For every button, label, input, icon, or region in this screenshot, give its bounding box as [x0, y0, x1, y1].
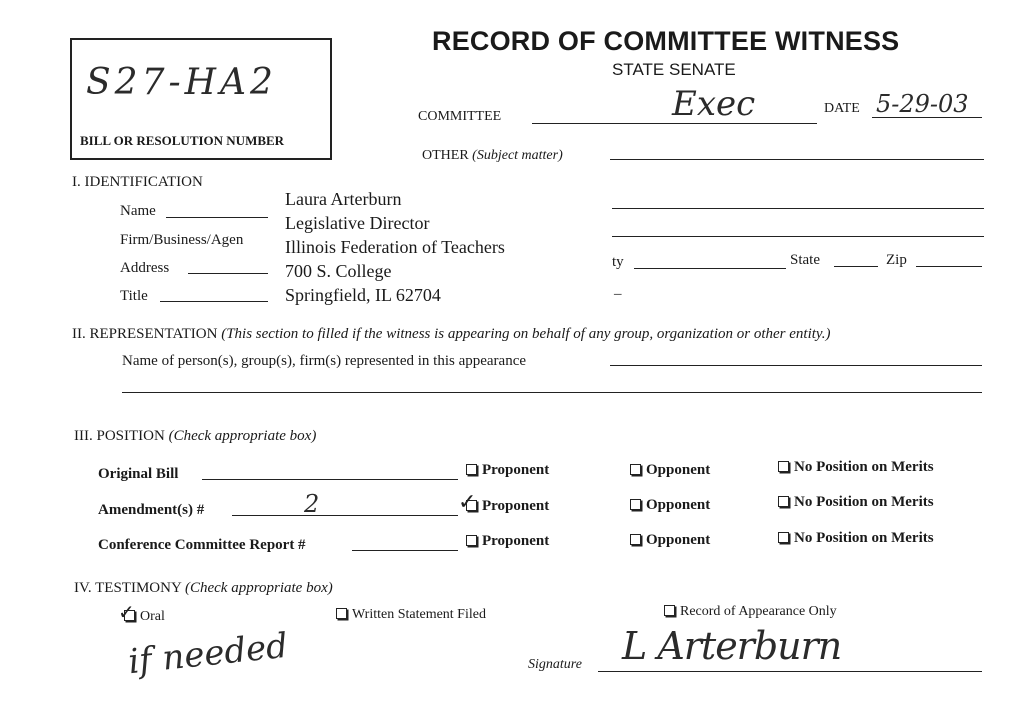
- amendment-label: Amendment(s) #: [98, 502, 205, 518]
- represented-field-line-1[interactable]: [610, 365, 982, 366]
- represented-field-line-2[interactable]: [122, 392, 982, 393]
- signature-field-line[interactable]: [598, 671, 982, 672]
- date-value[interactable]: 5-29-03: [876, 90, 969, 118]
- represented-label: Name of person(s), group(s), firm(s) represented in this appearance: [122, 353, 527, 369]
- representation-heading: [72, 326, 831, 343]
- no-position-checkbox[interactable]: [778, 496, 789, 507]
- amendment-no-position[interactable]: [778, 494, 934, 511]
- witness-city-state-zip: Springfield, IL 62704: [285, 285, 441, 305]
- testimony-heading: [74, 580, 333, 597]
- amendment-opponent[interactable]: [630, 497, 710, 514]
- state-field-line[interactable]: [834, 266, 878, 267]
- other-hint: (Subject matter): [472, 148, 563, 163]
- original-bill-no-position[interactable]: [778, 459, 934, 476]
- handwritten-note: if needed: [126, 625, 290, 683]
- zip-field-line[interactable]: [916, 266, 982, 267]
- no-position-label: No Position on Merits: [794, 459, 934, 475]
- no-position-checkbox[interactable]: [778, 461, 789, 472]
- proponent-label: Proponent: [482, 533, 550, 549]
- opponent-checkbox[interactable]: [630, 534, 641, 545]
- representation-note: (This section to filled if the witness is appearing on behalf of any group, organization or other entity.): [221, 326, 831, 342]
- no-position-label: No Position on Merits: [794, 494, 934, 510]
- witness-organization: Illinois Federation of Teachers: [285, 237, 505, 257]
- bill-number-label: BILL OR RESOLUTION NUMBER: [80, 133, 285, 148]
- dash-mark: –: [614, 286, 622, 302]
- record-appearance-option[interactable]: [664, 604, 837, 620]
- proponent-checkbox[interactable]: [466, 535, 477, 546]
- testimony-heading-text: IV. TESTIMONY: [74, 580, 182, 596]
- record-appearance-label: Record of Appearance Only: [680, 604, 837, 619]
- signature-label: Signature: [528, 657, 582, 672]
- original-bill-opponent[interactable]: [630, 462, 710, 479]
- conference-report-label: Conference Committee Report #: [98, 537, 306, 553]
- oral-label: Oral: [140, 609, 165, 624]
- bill-number-value[interactable]: S27-HA2: [86, 62, 277, 103]
- zip-label: Zip: [886, 252, 907, 268]
- opponent-label: Opponent: [646, 532, 711, 548]
- position-hint: (Check appropriate box): [168, 428, 317, 444]
- form-title: RECORD OF COMMITTEE WITNESS: [432, 26, 900, 56]
- city-field-line[interactable]: [634, 268, 786, 269]
- title-label: Title: [120, 288, 148, 304]
- opponent-checkbox[interactable]: [630, 499, 641, 510]
- amendment-field-line[interactable]: [232, 515, 458, 516]
- written-statement-label: Written Statement Filed: [352, 607, 486, 622]
- date-label: DATE: [824, 101, 860, 116]
- written-statement-option[interactable]: [336, 607, 486, 623]
- city-label-fragment: ty: [612, 254, 624, 270]
- witness-name: Laura Arterburn: [285, 189, 402, 209]
- other-field-line[interactable]: [610, 159, 984, 160]
- original-bill-proponent[interactable]: [466, 462, 549, 479]
- name-label: Name: [120, 203, 156, 219]
- witness-title: Legislative Director: [285, 213, 430, 233]
- amendment-number-value[interactable]: 2: [304, 490, 320, 518]
- address-label: Address: [120, 260, 170, 276]
- committee-value[interactable]: Exec: [672, 84, 756, 124]
- opponent-checkbox[interactable]: [630, 464, 641, 475]
- firm-label: Firm/Business/Agen: [120, 232, 244, 248]
- committee-label: COMMITTEE: [418, 109, 502, 124]
- title-field-line[interactable]: [160, 301, 268, 302]
- right-field-line-2[interactable]: [612, 236, 984, 237]
- representation-heading-text: II. REPRESENTATION: [72, 326, 218, 342]
- proponent-label: Proponent: [482, 462, 550, 478]
- other-label-text: OTHER: [422, 148, 469, 163]
- identification-heading: I. IDENTIFICATION: [72, 174, 203, 190]
- opponent-label: Opponent: [646, 462, 711, 478]
- conference-report-field-line[interactable]: [352, 550, 458, 551]
- conference-no-position[interactable]: [778, 530, 934, 547]
- original-bill-label: Original Bill: [98, 466, 179, 482]
- name-field-line[interactable]: [166, 217, 268, 218]
- no-position-checkbox[interactable]: [778, 532, 789, 543]
- right-field-line-1[interactable]: [612, 208, 984, 209]
- position-heading: [74, 428, 316, 445]
- form-subtitle: STATE SENATE: [612, 60, 736, 79]
- oral-checkmark-icon: ✓: [118, 600, 135, 624]
- address-field-line[interactable]: [188, 273, 268, 274]
- opponent-label: Opponent: [646, 497, 711, 513]
- witness-address: 700 S. College: [285, 261, 392, 281]
- conference-opponent[interactable]: [630, 532, 710, 549]
- testimony-hint: (Check appropriate box): [184, 580, 333, 596]
- amendment-proponent[interactable]: [466, 498, 549, 515]
- no-position-label: No Position on Merits: [794, 530, 934, 546]
- state-label: State: [790, 252, 820, 268]
- conference-proponent[interactable]: [466, 533, 549, 550]
- written-statement-checkbox[interactable]: [336, 608, 347, 619]
- proponent-label: Proponent: [482, 498, 550, 514]
- amendment-proponent-checkmark-icon: ✓: [458, 490, 477, 515]
- record-appearance-checkbox[interactable]: [664, 605, 675, 616]
- signature-value[interactable]: L Arterburn: [622, 624, 842, 668]
- original-bill-field-line[interactable]: [202, 479, 458, 480]
- other-label: [422, 148, 563, 164]
- position-heading-text: III. POSITION: [74, 428, 165, 444]
- proponent-checkbox[interactable]: [466, 464, 477, 475]
